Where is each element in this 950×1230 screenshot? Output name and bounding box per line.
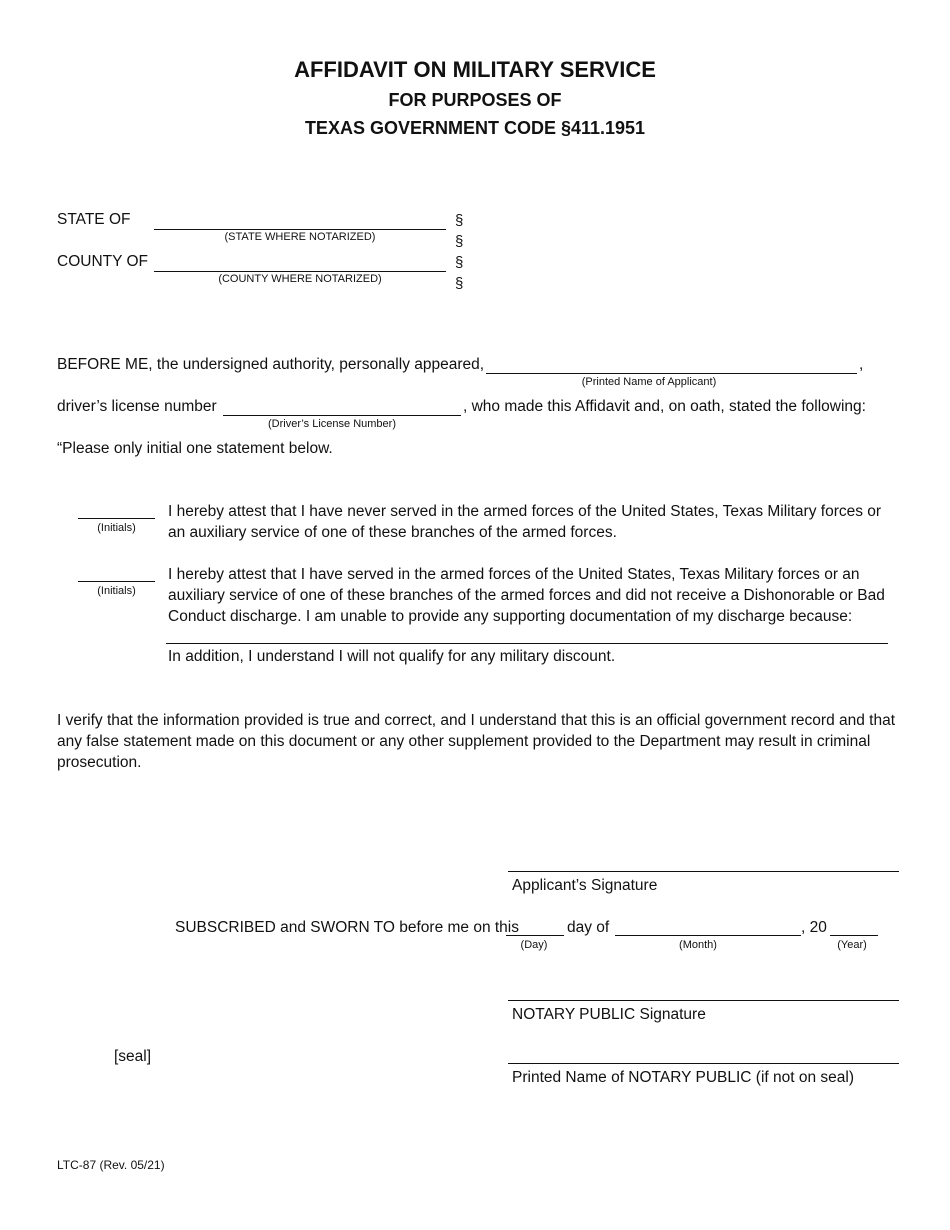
statement-1-text: I hereby attest that I have never served in the armed forces of the United States, Texas Military forces or an auxiliary service of one of these branches of the armed forces. <box>168 503 882 541</box>
applicant-name-caption: (Printed Name of Applicant) <box>581 376 717 388</box>
county-label: COUNTY OF <box>57 253 148 270</box>
county-field[interactable] <box>154 271 446 272</box>
day-of-text: day of <box>567 919 610 936</box>
month-caption: (Month) <box>679 939 717 951</box>
statement-2-addendum: In addition, I understand I will not qualify for any military discount. <box>168 648 616 665</box>
license-number-field[interactable] <box>223 415 461 416</box>
initials-field[interactable] <box>78 518 155 519</box>
initials-caption: (Initials) <box>97 585 136 597</box>
instruction-text: “Please only initial one statement below. <box>57 440 333 457</box>
applicant-name-field[interactable] <box>486 373 857 374</box>
verification-text: I verify that the information provided is true and correct, and I understand that this is an official government record and that any false statement made on this document or any other supplement provided to the Department may result in criminal prosecution. <box>57 712 896 771</box>
section-mark: § <box>455 275 464 292</box>
initials-field[interactable] <box>78 581 155 582</box>
appearance-line-2: driver’s license number <box>57 398 217 415</box>
applicant-signature-label: Applicant’s Signature <box>512 877 658 894</box>
comma: , <box>859 356 864 373</box>
applicant-signature-field[interactable] <box>508 871 899 872</box>
statement-2-text: I hereby attest that I have served in the armed forces of the United States, Texas Military forces or an auxiliary service of one of these branches of the armed forces and did not receive a Dishonorable or Bad Conduct discharge. I am unable to provide any supporting documentation of my discharge because: <box>168 566 885 625</box>
section-mark: § <box>455 212 464 229</box>
year-caption: (Year) <box>837 939 867 951</box>
day-caption: (Day) <box>520 939 548 951</box>
license-caption: (Driver’s License Number) <box>268 418 396 430</box>
sworn-statement: SUBSCRIBED and SWORN TO before me on this <box>175 919 519 936</box>
year-field[interactable] <box>830 935 878 936</box>
notary-signature-label: NOTARY PUBLIC Signature <box>512 1006 706 1023</box>
state-field[interactable] <box>154 229 446 230</box>
notary-signature-field[interactable] <box>508 1000 899 1001</box>
month-field[interactable] <box>615 935 801 936</box>
section-mark: § <box>455 254 464 271</box>
notary-name-label: Printed Name of NOTARY PUBLIC (if not on seal) <box>512 1069 854 1086</box>
state-label: STATE OF <box>57 211 131 228</box>
appearance-line-1: BEFORE ME, the undersigned authority, personally appeared, <box>57 356 485 373</box>
form-id: LTC-87 (Rev. 05/21) <box>57 1158 165 1172</box>
document-subtitle: FOR PURPOSES OF <box>388 90 562 110</box>
section-mark: § <box>455 233 464 250</box>
document-title: AFFIDAVIT ON MILITARY SERVICE <box>294 57 656 82</box>
year-prefix: , 20 <box>801 919 827 936</box>
notary-name-field[interactable] <box>508 1063 899 1064</box>
document-code-reference: TEXAS GOVERNMENT CODE §411.1951 <box>304 118 646 138</box>
oath-statement: , who made this Affidavit and, on oath, stated the following: <box>463 398 866 415</box>
discharge-reason-field[interactable] <box>166 643 888 644</box>
day-field[interactable] <box>506 935 564 936</box>
state-caption: (STATE WHERE NOTARIZED) <box>224 231 376 243</box>
county-caption: (COUNTY WHERE NOTARIZED) <box>218 273 382 285</box>
initials-caption: (Initials) <box>97 522 136 534</box>
seal-label: [seal] <box>114 1048 152 1065</box>
